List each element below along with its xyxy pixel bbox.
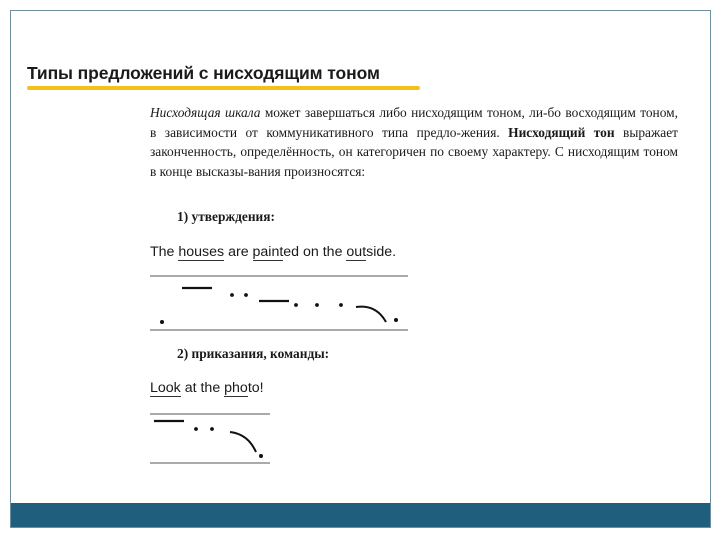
final-dot bbox=[259, 454, 263, 458]
final-dot bbox=[394, 318, 398, 322]
unstressed-dot bbox=[210, 427, 214, 431]
unstressed-dot bbox=[294, 303, 298, 307]
section-heading-commands: 2) приказания, команды: bbox=[177, 346, 330, 361]
intro-paragraph bbox=[150, 103, 678, 181]
falling-tone-arc bbox=[356, 307, 386, 322]
paragraph-text-2: выражает законченность, определённость, он категоричен по своему характеру. С нисходящим тоном в конце высказы-вания произносятся: bbox=[150, 124, 678, 179]
low-start-dot bbox=[160, 320, 164, 324]
unstressed-dot bbox=[194, 427, 198, 431]
footer-bar bbox=[11, 503, 710, 527]
word-segment: are bbox=[224, 244, 253, 260]
title-underline bbox=[27, 86, 420, 90]
unstressed-dot bbox=[230, 293, 234, 297]
example-sentence-1 bbox=[150, 244, 396, 260]
word-segment: side. bbox=[366, 244, 397, 260]
unstressed-dot bbox=[315, 303, 319, 307]
intonation-diagram-statements bbox=[148, 274, 410, 334]
stressed-word: paint bbox=[252, 244, 284, 260]
word-segment: The bbox=[150, 244, 179, 260]
unstressed-dot bbox=[339, 303, 343, 307]
word-segment: to! bbox=[247, 380, 264, 396]
intonation-diagram-commands bbox=[148, 410, 272, 468]
section-heading-statements: 1) утверждения: bbox=[177, 209, 275, 224]
italic-lead: Нисходящая шкала bbox=[150, 105, 261, 120]
bold-term: Нисходящий тон bbox=[508, 124, 615, 140]
page-title: Типы предложений с нисходящим тоном bbox=[27, 63, 380, 83]
word-segment: ed on the bbox=[283, 244, 347, 260]
unstressed-dot bbox=[244, 293, 248, 297]
stressed-word: pho bbox=[224, 380, 248, 396]
stressed-word: Look bbox=[150, 380, 181, 396]
word-segment: at the bbox=[180, 380, 225, 396]
example-sentence-2 bbox=[150, 380, 264, 396]
falling-tone-arc bbox=[230, 432, 256, 452]
stressed-word: out bbox=[346, 244, 367, 260]
paragraph-text-1: может завершаться либо нисходящим тоном, ли-бо восходящим тоном, в зависимости от коммуникативного типа предло-жения. bbox=[150, 105, 678, 140]
stressed-word: houses bbox=[178, 244, 225, 260]
